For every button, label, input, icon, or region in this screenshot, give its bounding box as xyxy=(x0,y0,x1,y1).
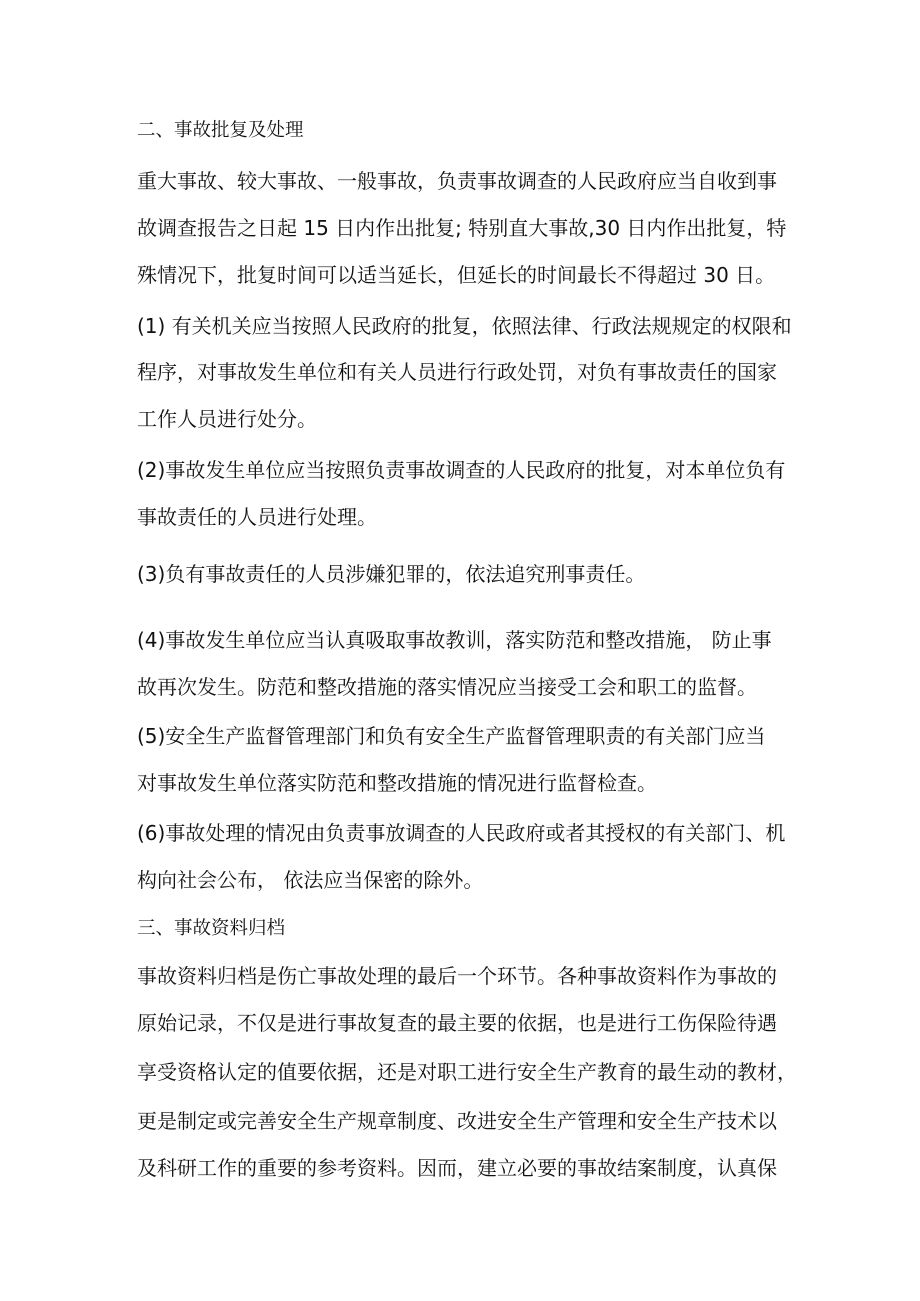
section-heading-archiving: 三、事故资料归档 xyxy=(137,918,286,939)
paragraph-line: 殊情况下，批复时间可以适当延长，但延长的时间最长不得超过 30 日。 xyxy=(137,263,776,287)
paragraph-line: (6)事故处理的情况由负责事放调查的人民政府或者其授权的有关部门、机 xyxy=(137,821,786,845)
paragraph-line: 重大事故、较大事故、一般事故，负责事故调查的人民政府应当自收到事 xyxy=(137,169,777,193)
paragraph-line: 事故资料归档是伤亡事故处理的最后一个环节。各种事故资料作为事故的 xyxy=(137,964,777,988)
paragraph-line: 故再次发生。防范和整改措施的落实情况应当接受工会和职工的监督。 xyxy=(137,675,757,699)
paragraph-line: 故调查报告之日起 15 日内作出批复; 特别直大事故,30 日内作出批复，特 xyxy=(137,216,787,240)
paragraph-line: 更是制定或完善安全生产规章制度、改进安全生产管理和安全生产技术以 xyxy=(137,1109,777,1133)
paragraph-line: 工作人员进行处分。 xyxy=(137,407,317,431)
section-heading-approval: 二、事故批复及处理 xyxy=(137,120,304,141)
paragraph-line: 原始记录，不仅是进行事故复查的最主要的依据，也是进行工伤保险待遇 xyxy=(137,1011,777,1035)
paragraph-line: 对事故发生单位落实防范和整改措施的情况进行监督检查。 xyxy=(137,771,657,795)
paragraph-line: 程序，对事故发生单位和有关人员进行行政处罚，对负有事故责任的国家 xyxy=(137,360,777,384)
paragraph-line: (3)负有事故责任的人员涉嫌犯罪的，依法追究刑事责任。 xyxy=(137,562,646,586)
paragraph-line: 事故责任的人员进行处理。 xyxy=(137,505,377,529)
paragraph-line: (1) 有关机关应当按照人民政府的批复，依照法律、行政法规规定的权限和 xyxy=(137,314,792,338)
paragraph-line: 享受资格认定的值要依据，还是对职工进行安全生产教育的最生动的教材， xyxy=(137,1060,797,1084)
paragraph-line: (2)事故发生单位应当按照负责事故调查的人民政府的批复，对本单位负有 xyxy=(137,458,786,482)
paragraph-line: 及科研工作的重要的参考资料。因而，建立必要的事故结案制度，认真保 xyxy=(137,1156,777,1180)
paragraph-line: (5)安全生产监督管理部门和负有安全生产监督管理职责的有关部门应当 xyxy=(137,724,766,748)
paragraph-line: (4)事故发生单位应当认真吸取事故教训，落实防范和整改措施， 防止事 xyxy=(137,628,772,652)
paragraph-line: 构向社会公布， 依法应当保密的除外。 xyxy=(137,868,484,892)
